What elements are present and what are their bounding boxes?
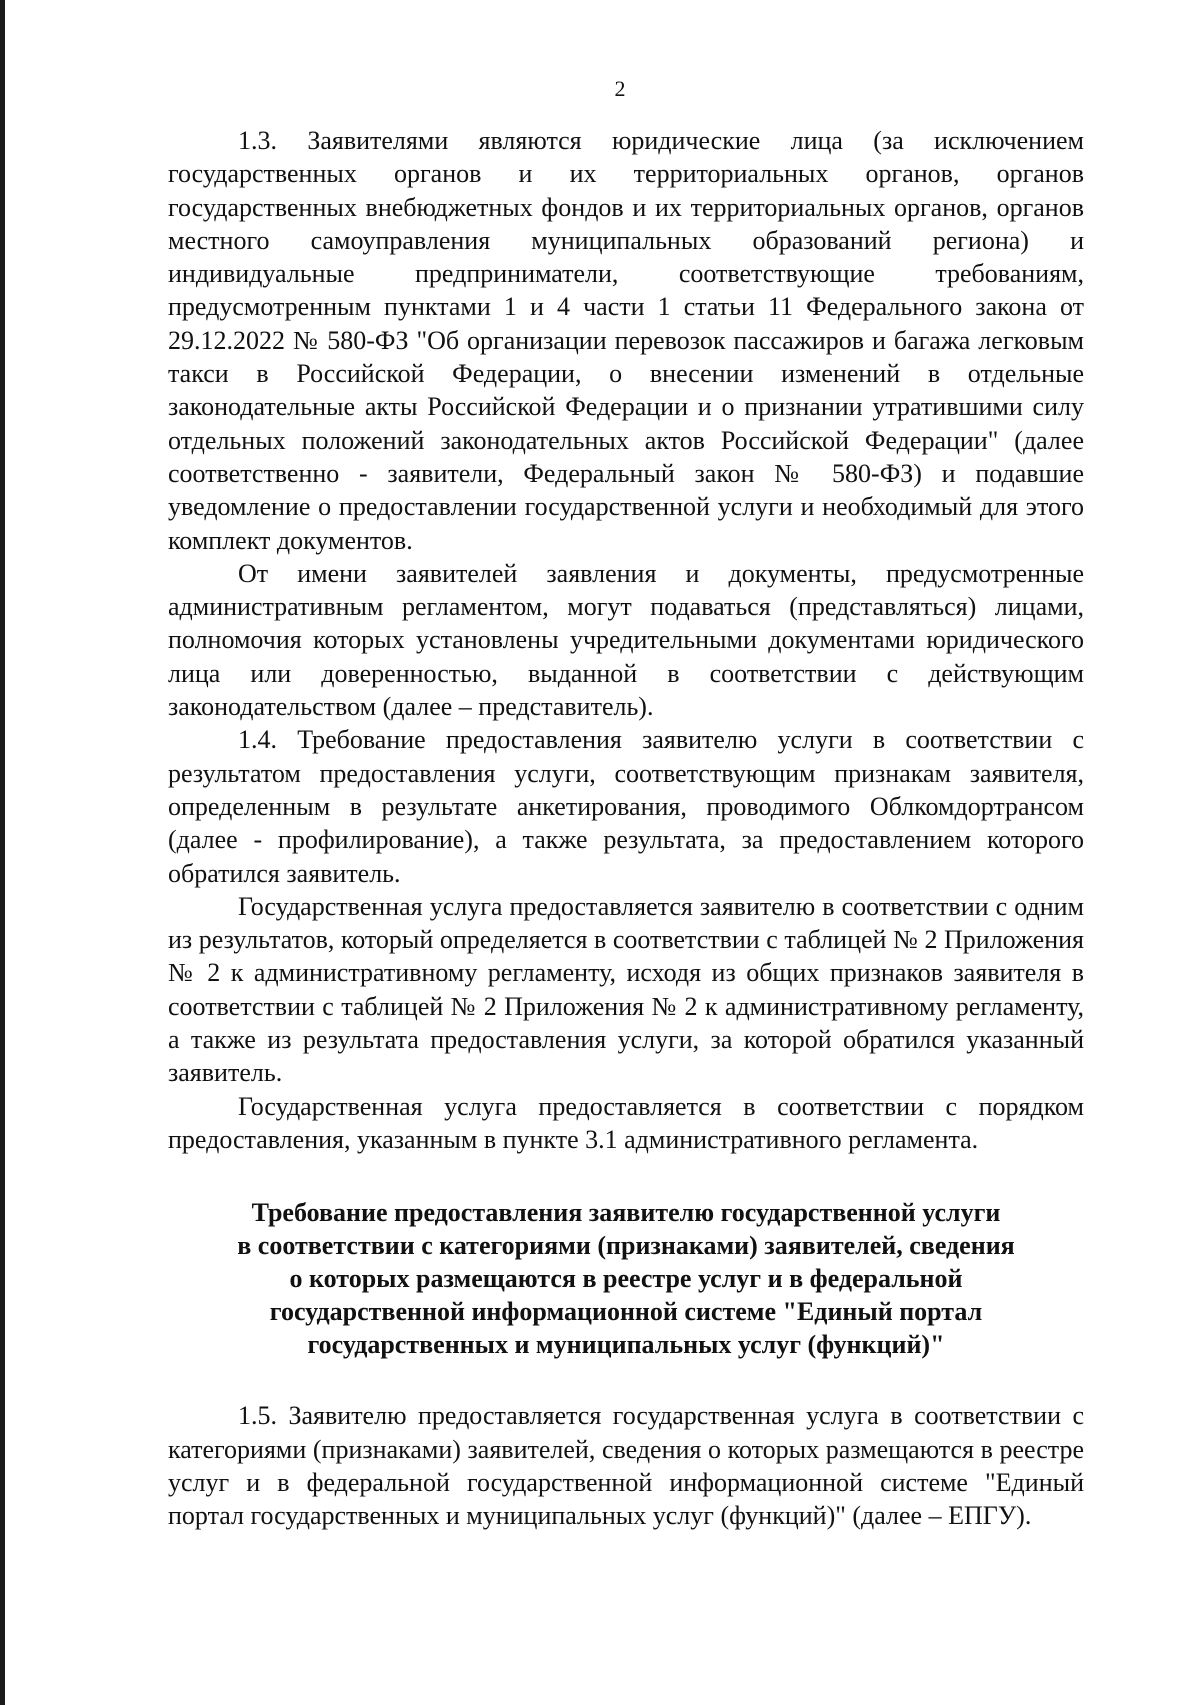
document-body [168,124,1084,1532]
paragraph-result: Государственная услуга предоставляется заявителю в соответствии с одним из результатов, который определяется в соответствии с таблицей № 2 Приложения № 2 к административному регламенту, исходя из общих признаков заявителя в соответствии с таблицей № 2 Приложения № 2 к административному регламенту, а также из результата предоставления услуги, за которой обратился указанный заявитель. [168,891,1084,1088]
heading-line: Требование предоставления заявителю государственной услуги [251,1198,1001,1228]
heading-line: о которых размещаются в реестре услуг и в федеральной [289,1264,963,1294]
heading-line: в соответствии с категориями (признаками) заявителей, сведения [237,1231,1015,1261]
page-number: 2 [614,76,626,101]
paragraph-1-4: 1.4. Требование предоставления заявителю услуги в соответствии с результатом предоставления услуги, соответствующим признакам заявителя, определенным в результате анкетирования, проводимого Облкомдортрансом (далее - профилирование), а также результата, за предоставлением которого обратился заявитель. [168,725,1084,888]
paragraph-procedure: Государственная услуга предоставляется в соответствии с порядком предоставления, указанным в пункте 3.1 административного регламента. [168,1091,1084,1154]
section-heading [168,1196,1084,1361]
paragraph-1-5: 1.5. Заявителю предоставляется государственная услуга в соответствии с категориями (признаками) заявителей, сведения о которых размещаются в реестре услуг и в федеральной государственной информационной системе "Единый портал государственных и муниципальных услуг (функций)" (далее – ЕПГУ). [168,1401,1084,1531]
heading-line: государственных и муниципальных услуг (функций)" [307,1330,945,1360]
paragraph-1-3: 1.3. Заявителями являются юридические лица (за исключением государственных органов и их территориальных органов, органов государственных внебюджетных фондов и их территориальных органов, органов местного самоуправления муниципальных образований региона) и индивидуальные предприниматели, соответствующие требованиям, предусмотренным пунктами 1 и 4 части 1 статьи 11 Федерального закона от 29.12.2022 № 580-ФЗ "Об организации перевозок пассажиров и багажа легковым такси в Российской Федерации, о внесении изменений в отдельные законодательные акты Российской Федерации и о признании утратившими силу отдельных положений законодательных актов Российской Федерации" (далее соответственно - заявители, Федеральный закон № 580-ФЗ) и подавшие уведомление о предоставлении государственной услуги и необходимый для этого комплект документов. [168,126,1084,555]
heading-line: государственной информационной системе "Единый портал [269,1297,983,1327]
paragraph-representative: От имени заявителей заявления и документы, предусмотренные административным регламентом, могут подаваться (представляться) лицами, полномочия которых установлены учредительными документами юридического лица или доверенностью, выданной в соответствии с действующим законодательством (далее – представитель). [168,558,1084,722]
scan-edge [0,0,5,1705]
